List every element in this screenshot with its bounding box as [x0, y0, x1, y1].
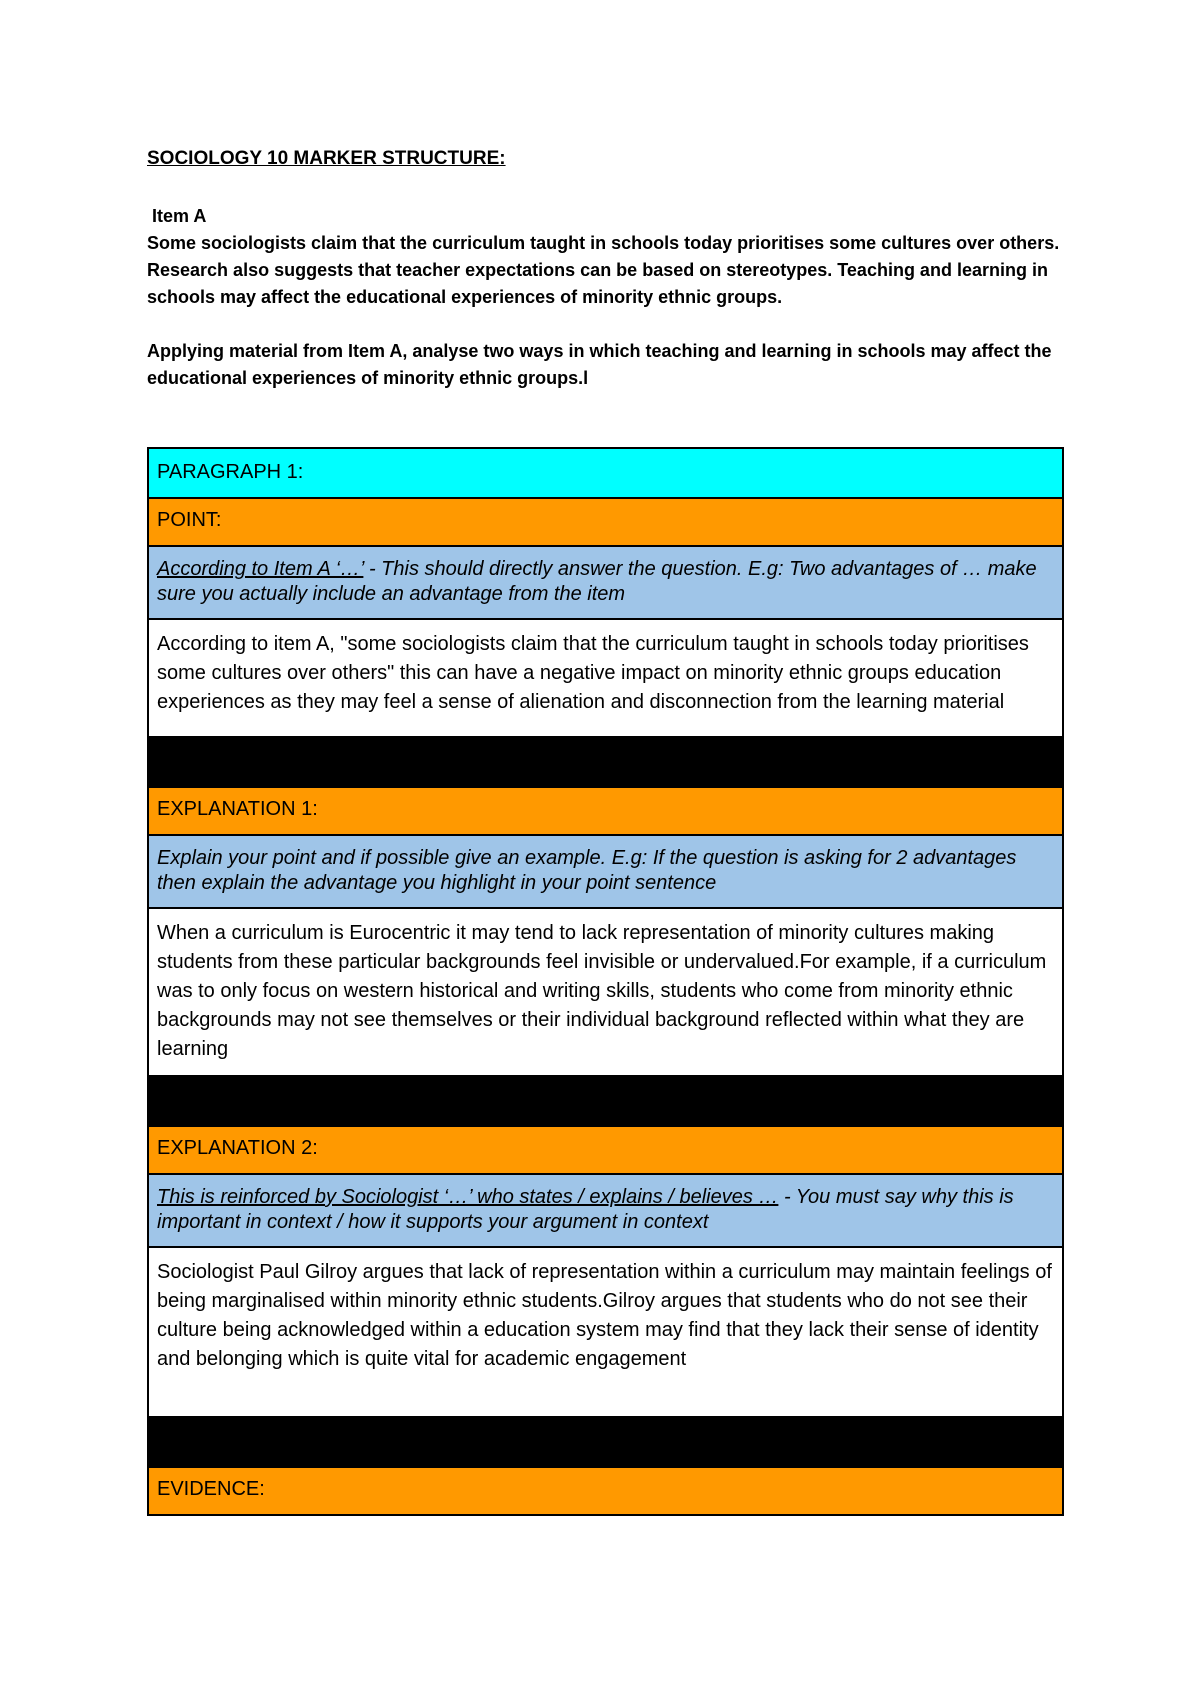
structure-table [147, 447, 1064, 1516]
explanation2-guide-text: - You must say why this is important in context / how it supports your argument in context [157, 1186, 1014, 1233]
point-answer-text: According to item A, "some sociologists claim that the curriculum taught in schools today prioritises some cultures over others" this can have a negative impact on minority ethnic groups education experiences as they may feel a sense of alienation and disconnection from the learning material [157, 633, 1029, 713]
explanation1-guide-row [149, 836, 1062, 909]
document-page [147, 147, 1065, 392]
explanation1-answer-text: When a curriculum is Eurocentric it may tend to lack representation of minority cultures making students from these particular backgrounds feel invisible or undervalued.For example, if a curriculum was to only focus on western historical and writing skills, students who come from minority ethnic backgrounds may not see themselves or their individual background reflected within what they are learning [157, 922, 1047, 1060]
explanation1-label: EXPLANATION 1: [157, 798, 318, 820]
evidence-label: EVIDENCE: [157, 1478, 265, 1500]
explanation1-answer-row[interactable] [149, 909, 1062, 1077]
evidence-header-row [149, 1468, 1062, 1516]
point-label: POINT: [157, 509, 222, 531]
spacer-row [149, 738, 1062, 788]
paragraph-header-row [149, 449, 1062, 499]
explanation1-header-row [149, 788, 1062, 836]
point-header-row [149, 499, 1062, 547]
spacer-row [149, 1418, 1062, 1468]
item-label: Item A [152, 206, 207, 226]
explanation1-guide-text: Explain your point and if possible give an example. E.g: If the question is asking for 2 advantages then explain the advantage you highlight in your point sentence [157, 847, 1017, 894]
document-heading: SOCIOLOGY 10 MARKER STRUCTURE: [147, 148, 506, 169]
point-answer-row[interactable] [149, 620, 1062, 738]
item-text: Some sociologists claim that the curriculum taught in schools today prioritises some cultures over others. Research also suggests that teacher expectations can be based on stereotypes. Teaching and learning in schools may affect the educational experiences of minority ethnic groups. [147, 233, 1060, 307]
point-guide-underlined: According to Item A ‘…’ [157, 558, 364, 580]
paragraph-label: PARAGRAPH 1: [157, 461, 304, 483]
explanation2-header-row [149, 1127, 1062, 1175]
explanation2-label: EXPLANATION 2: [157, 1137, 318, 1159]
explanation2-guide-underlined: This is reinforced by Sociologist ‘…’ who states / explains / believes … [157, 1186, 779, 1208]
explanation2-answer-text: Sociologist Paul Gilroy argues that lack of representation within a curriculum may maintain feelings of being marginalised within minority ethnic students.Gilroy argues that students who do not see their culture being acknowledged within a education system may find that they lack their sense of identity and belonging which is quite vital for academic engagement [157, 1261, 1052, 1370]
explanation2-guide-row [149, 1175, 1062, 1248]
spacer-row [149, 1077, 1062, 1127]
question-text: Applying material from Item A, analyse two ways in which teaching and learning in schools may affect the educational experiences of minority ethnic groups.l [147, 341, 1052, 388]
point-guide-text: - This should directly answer the question. E.g: Two advantages of … make sure you actually include an advantage from the item [157, 558, 1037, 605]
explanation2-answer-row[interactable] [149, 1248, 1062, 1418]
point-guide-row [149, 547, 1062, 620]
